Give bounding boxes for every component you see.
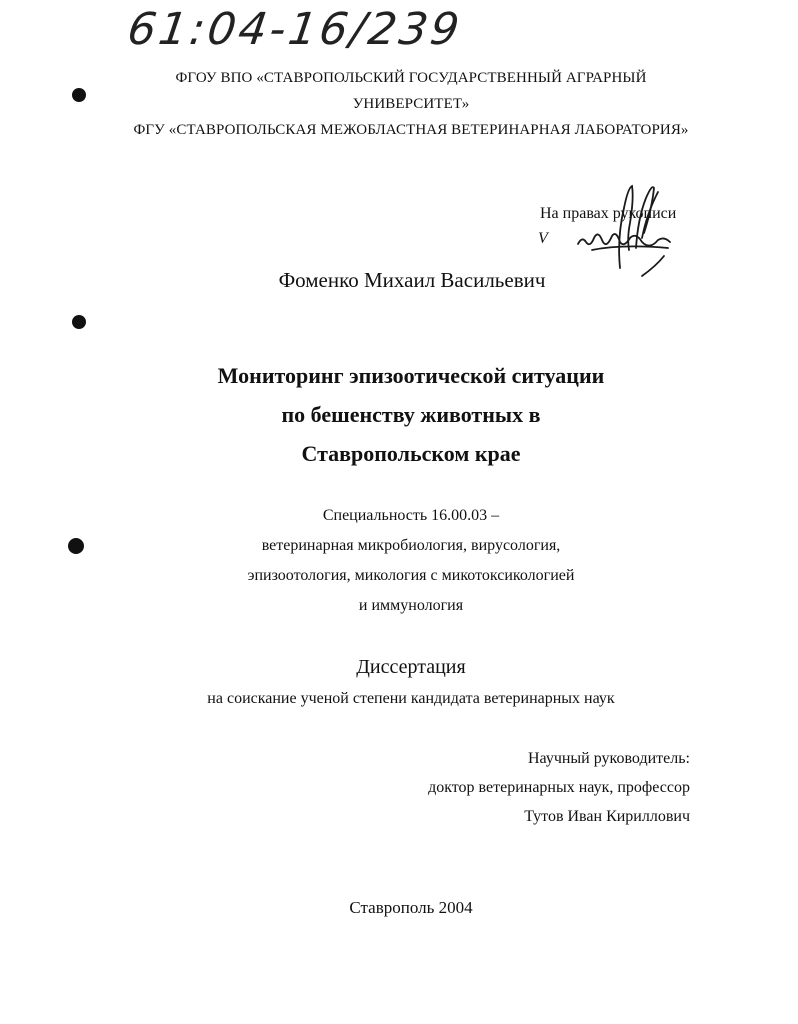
city-year: Ставрополь 2004 <box>349 898 473 917</box>
degree-line: на соискание ученой степени кандидата ветеринарных наук <box>207 690 615 707</box>
specialty-line-1: Специальность 16.00.03 – <box>322 507 500 524</box>
signature-icon <box>572 178 682 278</box>
header-line-2: УНИВЕРСИТЕТ» <box>352 96 470 112</box>
specialty-line-3: эпизоотология, микология с микотоксикологией <box>247 567 575 584</box>
author-name: Фоменко Михаил Васильевич <box>278 268 546 292</box>
title-line-1: Мониторинг эпизоотической ситуации <box>217 363 605 388</box>
title-line-2: по бешенству животных в <box>281 402 541 427</box>
copyright-note: На правах рукописи <box>540 205 677 222</box>
specialty-line-4: и иммунология <box>358 597 464 614</box>
title-line-3: Ставропольском крае <box>301 441 521 466</box>
catalog-number: 61:04-16/239 <box>124 4 466 55</box>
header-line-1: ФГОУ ВПО «СТАВРОПОЛЬСКИЙ ГОСУДАРСТВЕННЫЙ АГРАРНЫЙ <box>175 70 647 86</box>
punch-hole-middle <box>72 315 86 329</box>
tick-mark: V <box>538 230 548 247</box>
document-type: Диссертация <box>356 656 466 678</box>
header-line-3: ФГУ «СТАВРОПОЛЬСКАЯ МЕЖОБЛАСТНАЯ ВЕТЕРИНАРНАЯ ЛАБОРАТОРИЯ» <box>133 122 689 138</box>
supervisor-name: Тутов Иван Кириллович <box>524 808 690 825</box>
specialty-line-2: ветеринарная микробиология, вирусология, <box>261 537 561 554</box>
supervisor-rank: доктор ветеринарных наук, профессор <box>428 779 690 796</box>
supervisor-label: Научный руководитель: <box>527 750 690 767</box>
